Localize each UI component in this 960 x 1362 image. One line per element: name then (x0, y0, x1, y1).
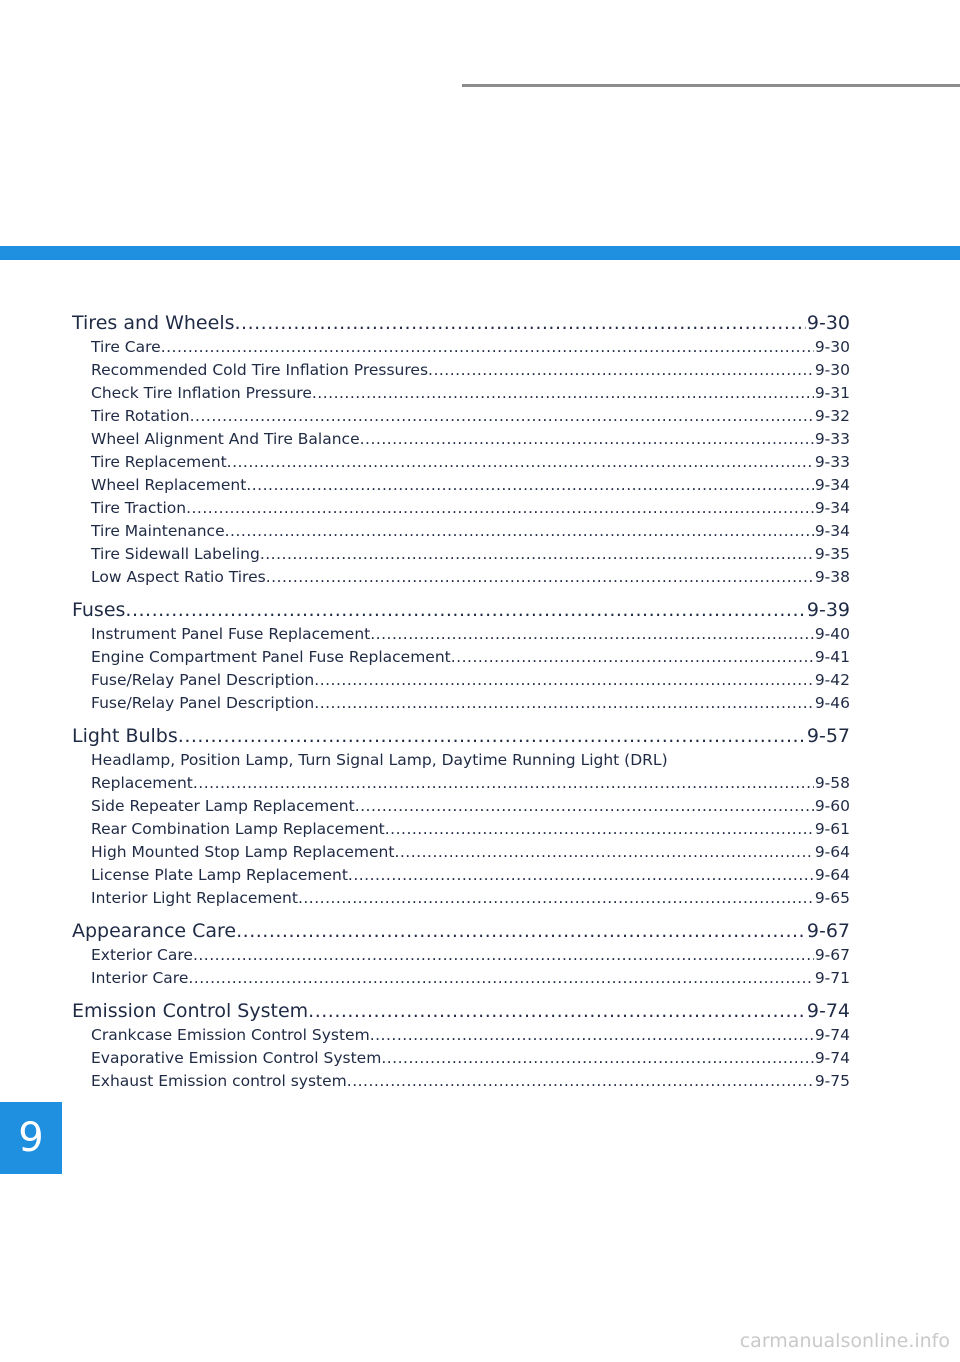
leader-dots (428, 359, 814, 382)
toc-entry[interactable] (72, 428, 850, 451)
toc-entry[interactable] (72, 841, 850, 864)
toc-section-fuses[interactable] (72, 597, 850, 623)
toc-section-tires-and-wheels[interactable] (72, 310, 850, 336)
leader-dots (314, 692, 814, 715)
toc-entry-page: 9-46 (814, 694, 850, 712)
leader-dots (312, 382, 814, 405)
toc-entry-label: Evaporative Emission Control System (91, 1049, 382, 1067)
toc-entry-label: Wheel Alignment And Tire Balance (91, 430, 360, 448)
header-band (0, 246, 960, 260)
toc-entry[interactable] (72, 359, 850, 382)
toc-entry-label: Crankcase Emission Control System (91, 1026, 370, 1044)
toc-entry[interactable] (72, 669, 850, 692)
toc-entry-page: 9-65 (814, 889, 850, 907)
toc-entry[interactable] (72, 497, 850, 520)
toc-section-title: Appearance Care (72, 920, 237, 942)
toc-entry-label: Engine Compartment Panel Fuse Replacement (91, 648, 451, 666)
toc-entry-label-line1[interactable]: Headlamp, Position Lamp, Turn Signal Lamp, Daytime Running Light (DRL) (91, 751, 668, 769)
leader-dots (188, 967, 813, 990)
toc-section-title: Emission Control System (72, 1000, 309, 1022)
toc-entry[interactable] (72, 692, 850, 715)
toc-entry[interactable] (72, 623, 850, 646)
toc-entry[interactable] (72, 1070, 850, 1093)
table-of-contents (72, 310, 850, 1093)
leader-dots (161, 336, 814, 359)
toc-page-number: 9-30 (806, 312, 850, 334)
toc-entry[interactable] (72, 1024, 850, 1047)
leader-dots (235, 310, 806, 336)
leader-dots (125, 597, 805, 623)
toc-entry[interactable] (72, 382, 850, 405)
toc-entry-label: Fuse/Relay Panel Description (91, 694, 315, 712)
toc-page-number: 9-39 (806, 599, 850, 621)
leader-dots (236, 918, 806, 944)
toc-entry-page: 9-60 (814, 797, 850, 815)
leader-dots (347, 1070, 814, 1093)
leader-dots (225, 520, 814, 543)
toc-entry-label: Instrument Panel Fuse Replacement (91, 625, 371, 643)
toc-page-number: 9-74 (806, 1000, 850, 1022)
toc-entry-label: Wheel Replacement (91, 476, 247, 494)
toc-entry-page: 9-33 (814, 430, 850, 448)
toc-section-title: Tires and Wheels (72, 312, 235, 334)
toc-entry[interactable] (72, 646, 850, 669)
toc-entry-page: 9-61 (814, 820, 850, 838)
toc-entry-label: Tire Care (91, 338, 161, 356)
toc-entry-label: Rear Combination Lamp Replacement (91, 820, 385, 838)
toc-entry[interactable] (72, 520, 850, 543)
toc-entry-label: Exhaust Emission control system (91, 1072, 347, 1090)
toc-entry-page: 9-67 (814, 946, 850, 964)
toc-entry-label: Low Aspect Ratio Tires (91, 568, 266, 586)
chapter-tab[interactable]: 9 (0, 1102, 62, 1174)
toc-entry-page: 9-38 (814, 568, 850, 586)
toc-entry-page: 9-75 (814, 1072, 850, 1090)
toc-entry-label: Interior Care (91, 969, 189, 987)
leader-dots (451, 646, 814, 669)
header-rule (462, 84, 960, 87)
toc-entry-label: Tire Rotation (91, 407, 190, 425)
toc-entry-page: 9-41 (814, 648, 850, 666)
toc-entry-label: Interior Light Replacement (91, 889, 298, 907)
toc-entry-page: 9-74 (814, 1026, 850, 1044)
toc-section-title: Fuses (72, 599, 126, 621)
toc-entry-label: Replacement (91, 774, 193, 792)
toc-entry-page: 9-74 (814, 1049, 850, 1067)
toc-entry-label: Recommended Cold Tire Inflation Pressures (91, 361, 429, 379)
toc-entry-page: 9-42 (814, 671, 850, 689)
toc-entry[interactable] (72, 1047, 850, 1070)
toc-entry-label: High Mounted Stop Lamp Replacement (91, 843, 395, 861)
toc-entry[interactable] (72, 887, 850, 910)
leader-dots (385, 818, 814, 841)
leader-dots (355, 795, 814, 818)
toc-entry[interactable] (72, 336, 850, 359)
toc-section-emission-control-system[interactable] (72, 998, 850, 1024)
toc-entry-page: 9-34 (814, 499, 850, 517)
leader-dots (178, 723, 806, 749)
leader-dots (227, 451, 814, 474)
leader-dots (193, 944, 814, 967)
toc-entry-page: 9-35 (814, 545, 850, 563)
leader-dots (193, 772, 814, 795)
toc-page-number: 9-67 (806, 920, 850, 942)
toc-entry-page: 9-30 (814, 338, 850, 356)
toc-entry-page: 9-64 (814, 843, 850, 861)
toc-entry[interactable] (72, 944, 850, 967)
leader-dots (260, 543, 814, 566)
toc-entry[interactable] (72, 566, 850, 589)
toc-entry[interactable] (72, 451, 850, 474)
toc-entry-page: 9-31 (814, 384, 850, 402)
toc-entry-label: Tire Replacement (91, 453, 227, 471)
leader-dots (348, 864, 814, 887)
toc-entry-label: Tire Sidewall Labeling (91, 545, 260, 563)
toc-section-appearance-care[interactable] (72, 918, 850, 944)
toc-page-number: 9-57 (806, 725, 850, 747)
leader-dots (360, 428, 814, 451)
leader-dots (246, 474, 814, 497)
toc-entry[interactable] (72, 795, 850, 818)
toc-entry-page: 9-33 (814, 453, 850, 471)
toc-entry[interactable] (72, 967, 850, 990)
leader-dots (308, 998, 806, 1024)
leader-dots (370, 623, 814, 646)
toc-entry-page: 9-64 (814, 866, 850, 884)
toc-entry[interactable] (72, 474, 850, 497)
leader-dots (381, 1047, 813, 1070)
toc-entry[interactable] (72, 772, 850, 795)
toc-entry-label: Tire Maintenance (91, 522, 225, 540)
leader-dots (190, 405, 814, 428)
toc-entry-page: 9-32 (814, 407, 850, 425)
toc-entry[interactable] (72, 818, 850, 841)
leader-dots (298, 887, 814, 910)
toc-entry[interactable] (72, 543, 850, 566)
toc-section-light-bulbs[interactable] (72, 723, 850, 749)
leader-dots (370, 1024, 814, 1047)
toc-entry-label: Fuse/Relay Panel Description (91, 671, 315, 689)
toc-entry-label: Exterior Care (91, 946, 193, 964)
toc-section-title: Light Bulbs (72, 725, 178, 747)
toc-entry[interactable] (72, 864, 850, 887)
toc-entry-label: Check Tire Inflation Pressure (91, 384, 312, 402)
toc-entry-page: 9-40 (814, 625, 850, 643)
toc-entry-page: 9-34 (814, 476, 850, 494)
watermark: carmanualsonline.info (739, 1330, 950, 1352)
toc-entry-label: License Plate Lamp Replacement (91, 866, 348, 884)
toc-entry[interactable] (72, 405, 850, 428)
toc-entry-label: Side Repeater Lamp Replacement (91, 797, 355, 815)
leader-dots (266, 566, 814, 589)
toc-entry-page: 9-71 (814, 969, 850, 987)
toc-entry-page: 9-58 (814, 774, 850, 792)
leader-dots (314, 669, 814, 692)
toc-entry-page: 9-34 (814, 522, 850, 540)
leader-dots (186, 497, 814, 520)
toc-entry-page: 9-30 (814, 361, 850, 379)
toc-entry-label: Tire Traction (91, 499, 187, 517)
leader-dots (394, 841, 813, 864)
